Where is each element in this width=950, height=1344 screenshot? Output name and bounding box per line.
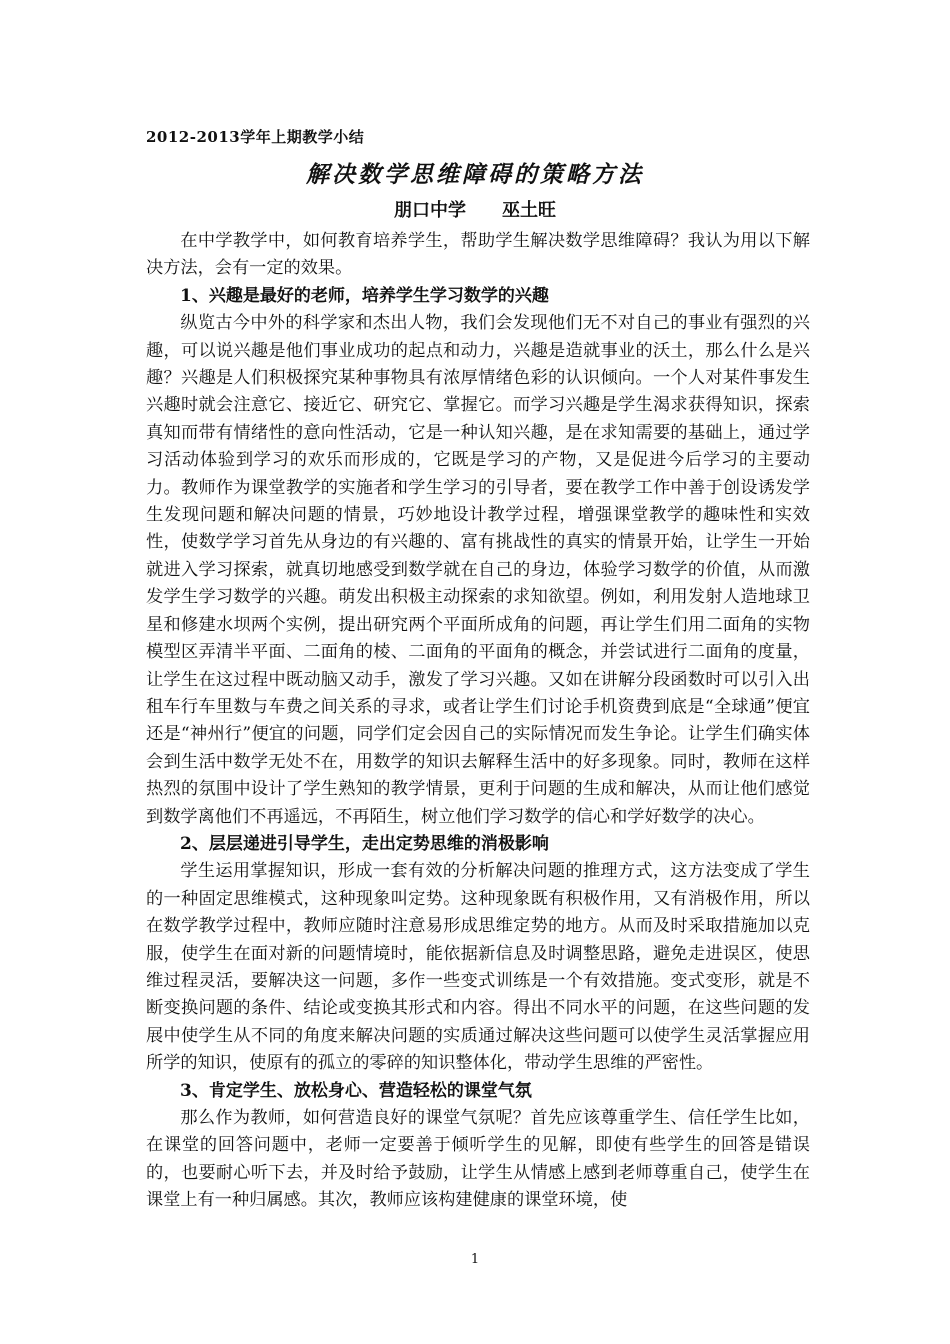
document-title: 解决数学思维障碍的策略方法	[306, 161, 644, 188]
section-1-heading: 1、兴趣是最好的老师，培养学生学习数学的兴趣	[180, 285, 549, 306]
section-3-paragraph: 那么作为教师，如何营造良好的课堂气氛呢？首先应该尊重学生、信任学生比如，在课堂的回答问题中，老师一定要善于倾听学生的见解，即使有些学生的回答是错误的，也要耐心听下去，并及时给予鼓励，让学生从情感上感到老师尊重自己，使学生在课堂上有一种归属感。其次，教师应该构建健康的课堂环境，使	[146, 1108, 810, 1211]
document-header: 2012-2013学年上期教学小结	[146, 128, 365, 146]
section-1-paragraph: 纵览古今中外的科学家和杰出人物，我们会发现他们无不对自己的事业有强烈的兴趣，可以说兴趣是他们事业成功的起点和动力，兴趣是造就事业的沃土，那么什么是兴趣？兴趣是人们积极探究某种事物具有浓厚情绪色彩的认识倾向。一个人对某件事发生兴趣时就会注意它、接近它、研究它、掌握它。而学习兴趣是学生渴求获得知识，探索真知而带有情绪性的意向性活动，它是一种认知兴趣，是在求知需要的基础上，通过学习活动体验到学习的欢乐而形成的，它既是学习的产物，又是促进今后学习的主要动力。教师作为课堂教学的实施者和学生学习的引导者，要在教学工作中善于创设诱发学生发现问题和解决问题的情景，巧妙地设计教学过程，增强课堂教学的趣味性和实效性，使数学学习首先从身边的有兴趣的、富有挑战性的真实的情景开始，让学生一开始就进入学习探索，就真切地感受到数学就在自己的身边，体验学习数学的价值，从而激发学生学习数学的兴趣。萌发出积极主动探索的求知欲望。例如，利用发射人造地球卫星和修建水坝两个实例，提出研究两个平面所成角的问题，再让学生们用二面角的实物模型区弄清半平面、二面角的棱、二面角的平面角的概念，并尝试进行二面角的度量，让学生在这过程中既动脑又动手，激发了学习兴趣。又如在讲解分段函数时可以引入出租车行车里数与车费之间关系的寻求，或者让学生们讨论手机资费到底是“全球通”便宜还是“神州行”便宜的问题，同学们定会因自己的实际情况而发生争论。让学生们确实体会到生活中数学无处不在，用数学的知识去解释生活中的好多现象。同时，教师在这样热烈的氛围中设计了学生熟知的教学情景，更利于问题的生成和解决，从而让他们感觉到数学离他们不再遥远，不再陌生，树立他们学习数学的信心和学好数学的决心。	[146, 313, 810, 827]
page-number: 1	[470, 1252, 480, 1267]
document-body	[146, 228, 810, 1215]
section-2-heading: 2、层层递进引导学生，走出定势思维的消极影响	[180, 833, 549, 854]
author-name: 巫土旺	[502, 200, 556, 221]
author-line	[0, 196, 950, 222]
intro-paragraph: 在中学教学中，如何教育培养学生，帮助学生解决数学思维障碍？我认为用以下解决方法，会有一定的效果。	[146, 231, 810, 279]
section-2-paragraph: 学生运用掌握知识，形成一套有效的分析解决问题的推理方式，这方法变成了学生的一种固定思维模式，这种现象叫定势。这种现象既有积极作用，又有消极作用，所以在数学教学过程中，教师应随时注意易形成思维定势的地方。从而及时采取措施加以克服，使学生在面对新的问题情境时，能依据新信息及时调整思路，避免走进误区，使思维过程灵活，要解决这一问题，多作一些变式训练是一个有效措施。变式变形，就是不断变换问题的条件、结论或变换其形式和内容。得出不同水平的问题，在这些问题的发展中使学生从不同的角度来解决问题的实质通过解决这些问题可以使学生灵活掌握应用所学的知识，使原有的孤立的零碎的知识整体化，带动学生思维的严密性。	[146, 861, 810, 1074]
section-3-heading: 3、肯定学生、放松身心、营造轻松的课堂气氛	[180, 1080, 532, 1101]
author-school: 朋口中学	[394, 200, 466, 221]
